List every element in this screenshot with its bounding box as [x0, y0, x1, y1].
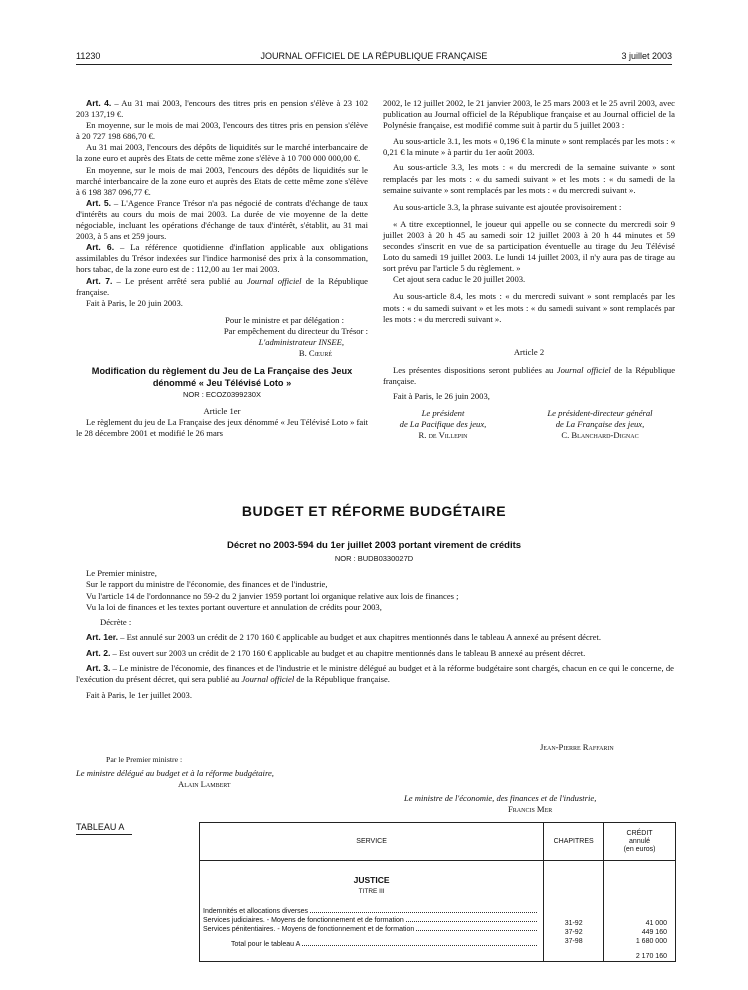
minister-economy-title: Le ministre de l'économie, des finances et de l'industrie,	[404, 793, 597, 803]
moyenne2-paragraph: En moyenne, sur le mois de mai 2003, l'encours des dépôts de liquidités sur le marché interbancaire de la zone euro et auprès des Etats de cette même zone s'élève à 6 198 387 096,77 €.	[76, 164, 368, 197]
art4-label: Art. 4.	[86, 98, 112, 108]
decree-art3-text-b: de la République française.	[294, 674, 390, 685]
chapitre-list	[544, 919, 603, 946]
decree-line-1: Le Premier ministre,	[86, 568, 157, 578]
sig-b-title: Le président-directeur général	[547, 408, 653, 419]
decree-art3-label: Art. 3.	[86, 663, 111, 674]
31mai-paragraph: Au 31 mai 2003, l'encours des dépôts de liquidités sur le marché interbancaire de la zone euro et auprès des Etats de cette même zone s'élève à 10 700 000 000,00 €.	[76, 142, 368, 164]
art4-paragraph	[76, 98, 368, 120]
decree-line-3: Vu l'article 14 de l'ordonnance no 59-2 du 2 janvier 1959 portant loi organique relative aux lois de finances ;	[86, 590, 459, 601]
fait-left: Fait à Paris, le 20 juin 2003.	[86, 297, 183, 308]
subarticle-33b: Au sous-article 3.3, la phrase suivante est ajoutée provisoirement :	[393, 201, 622, 212]
art7-text-a: – Le présent arrêté sera publié au	[112, 275, 247, 286]
quote-paragraph: « A titre exceptionnel, le joueur qui appelle ou se connecte du mercredi soir 9 juillet 2003 à 20 h 45 au samedi soir 12 juillet 2003 à 20 h 44 minutes et 59 secondes s'inscrit en vue de sa participation éventuelle au tirage du Jeu Télévisé Loto du samedi 19 juillet 2003. Le lundi 14 juillet 2003, il n'y aura pas de tirage au sort prévu par l'article 5 du règlement. »	[383, 218, 675, 274]
credit-header-1: CRÉDIT	[626, 829, 653, 837]
sig-name: B. Cœuré	[298, 348, 332, 359]
minister-economy-name: Francis Mer	[508, 804, 553, 814]
right-column	[383, 98, 675, 441]
decree-art3-text-a: – Le ministre de l'économie, des finances et de l'industrie et le ministre délégué au budget et à la réforme budgétaire sont chargés, chacun en ce qui le concerne, de l'exécution du présent décret, qui sera publié au	[76, 663, 674, 685]
table-header-row	[200, 823, 676, 861]
decree-art1	[76, 632, 674, 643]
sig-a-name: R. de Villepin	[418, 430, 468, 441]
decree-art2-label: Art. 2.	[86, 647, 111, 658]
par-premier-ministre: Par le Premier ministre :	[106, 755, 183, 764]
signature-b	[525, 408, 675, 441]
credit-header-2: annulé	[629, 837, 651, 845]
sig-line-2: Par empêchement du directeur du Trésor :	[223, 325, 368, 336]
sig-line-1: Pour le ministre et par délégation :	[225, 314, 344, 325]
section-title: BUDGET ET RÉFORME BUDGÉTAIRE	[241, 503, 507, 519]
journal-title: JOURNAL OFFICIEL DE LA RÉPUBLIQUE FRANÇAISE	[260, 51, 488, 61]
row-service: Services judiciaires. - Moyens de fonctionnement et de formation	[203, 917, 404, 924]
col-header-credit	[604, 823, 676, 861]
decrete: Décrète :	[100, 617, 132, 628]
decree-line-2: Sur le rapport du ministre de l'économie, des finances et de l'industrie,	[86, 579, 328, 590]
art6-paragraph	[76, 242, 368, 275]
pub-text-b: de la République française.	[383, 364, 676, 386]
pub-text-a: Les présentes dispositions seront publiées au	[393, 364, 557, 375]
art7-text-b: de la République française.	[76, 275, 368, 297]
service-list	[200, 907, 543, 949]
subgroup-titre: TITRE III	[358, 888, 385, 895]
total-label: Total pour le tableau A	[231, 941, 301, 948]
art6-label: Art. 6.	[86, 242, 115, 253]
table-body-row	[200, 861, 676, 962]
row-chapitre: 31-92	[564, 920, 583, 927]
decree-line-4: Vu la loi de finances et les textes portant ouverture et annulation de crédits pour 2003,	[86, 601, 382, 612]
table-row	[203, 907, 539, 916]
decree-fait: Fait à Paris, le 1er juillet 2003.	[86, 689, 192, 700]
row-credit: 1 680 000	[635, 938, 667, 945]
credit-header-3: (en euros)	[623, 845, 656, 853]
art5-label: Art. 5.	[86, 197, 112, 208]
row-credit: 449 160	[641, 929, 667, 936]
credit-cell	[604, 861, 676, 962]
loto-nor: NOR : ECOZ0399230X	[183, 390, 261, 400]
chapitres-cell	[544, 861, 604, 962]
decree-art2-text: – Est ouvert sur 2003 un crédit de 2 170 160 € applicable au budget et au chapitre mentionnés dans le tableau B annexé au présent décret.	[110, 647, 586, 658]
total-credit: 2 170 160	[635, 953, 667, 960]
minister-budget-title: Le ministre délégué au budget et à la réforme budgétaire,	[76, 768, 274, 778]
table-label: TABLEAU A	[76, 822, 125, 832]
subarticle-33: Au sous-article 3.3, les mots : « du mercredi de la semaine suivante » sont remplacés par les mots : « du samedi suivant » et les mots : « du samedi de la semaine suivante » sont remplacés par les mots : « du mercredi suivant ».	[383, 162, 675, 195]
leader-dots	[406, 916, 537, 922]
article-2-heading: Article 2	[513, 346, 545, 357]
table-row	[203, 925, 539, 934]
continuation-paragraph: 2002, le 12 juillet 2002, le 21 janvier 2003, le 25 mars 2003 et le 25 avril 2003, avec publication au Journal officiel de la République française et au Journal officiel de la Polynésie française, est modifié comme suit à partir du 5 juillet 2003 :	[383, 98, 675, 131]
subarticle-31: Au sous-article 3.1, les mots « 0,196 € la minute » sont remplacés par les mots : « 0,21 € la minute » à partir du 1er août 2003.	[383, 136, 675, 158]
loto-heading: Modification du règlement du Jeu de La Française des Jeux dénommé « Jeu Télévisé Loto »	[91, 366, 353, 388]
art5-text: – L'Agence France Trésor n'a pas négocié de contrats d'échange de taux d'intérêts au cours du mois de mai 2003. La durée de vie moyenne de la dette négociable, incluant les opérations d'échange de taux d'intérêt, s'établit, au 31 mai 2003, à 5 ans et 259 jours.	[76, 197, 368, 242]
signer-raffarin: Jean-Pierre Raffarin	[540, 742, 614, 752]
subarticle-84: Au sous-article 8.4, les mots : « du mercredi suivant » sont remplacés par les mots : « du samedi suivant » et les mots : « du samedi suivant » sont remplacés par les mots : « du mercredi suivant ».	[383, 291, 675, 324]
table-label-rule	[76, 834, 132, 835]
row-service: Indemnités et allocations diverses	[203, 908, 309, 915]
signatures-row	[383, 408, 675, 441]
fait-right: Fait à Paris, le 26 juin 2003,	[393, 390, 490, 401]
sig-a-org: de La Pacifique des jeux,	[399, 419, 487, 430]
decree-title: Décret no 2003-594 du 1er juillet 2003 portant virement de crédits	[226, 540, 522, 551]
tableau-a	[199, 822, 676, 962]
decree-body	[76, 568, 674, 701]
art7-paragraph	[76, 276, 368, 298]
art5-paragraph	[76, 198, 368, 242]
service-cell	[200, 861, 544, 962]
issue-date: 3 juillet 2003	[621, 51, 672, 61]
art6-text: – La référence quotidienne d'inflation applicable aux obligations assimilables du Trésor indexées sur l'indice harmonisé des prix à la consommation, hors tabac, de la zone euro est de : 112,00 au 1er mai 2003.	[76, 242, 369, 275]
row-credit: 41 000	[645, 920, 667, 927]
leader-dots	[302, 940, 537, 946]
left-column	[76, 98, 368, 440]
decree-art3	[76, 663, 674, 686]
row-chapitre: 37-92	[564, 929, 583, 936]
col-header-chapitres: CHAPITRES	[544, 823, 604, 861]
article-1-heading: Article 1er	[203, 406, 241, 417]
total-row	[203, 940, 539, 949]
leader-dots	[416, 925, 537, 931]
header-rule	[76, 64, 672, 65]
table-row	[203, 916, 539, 925]
decree-art3-journal: Journal officiel	[241, 674, 295, 685]
row-service: Services pénitentiaires. - Moyens de fonctionnement et de formation	[203, 926, 415, 933]
decree-art1-text: – Est annulé sur 2003 un crédit de 2 170 160 € applicable au budget et aux chapitres mentionnés dans le tableau A annexé au présent décret.	[118, 632, 602, 643]
leader-dots	[310, 907, 537, 913]
decree-art1-label: Art. 1er.	[86, 632, 119, 643]
sig-line-3: L'administrateur INSEE,	[258, 336, 344, 347]
group-justice: JUSTICE	[353, 875, 390, 885]
sig-a-title: Le président	[421, 408, 465, 419]
art7-label: Art. 7.	[86, 275, 113, 286]
decree-nor: NOR : BUDB0330027D	[334, 554, 414, 563]
art4-text: – Au 31 mai 2003, l'encours des titres pris en pension s'élève à 23 102 203 137,19 €.	[76, 98, 368, 120]
art7-journal: Journal officiel	[246, 275, 302, 286]
publication-paragraph	[383, 365, 675, 387]
sig-b-name: C. Blanchard-Dignac	[561, 430, 639, 441]
minister-budget-name: Alain Lambert	[178, 779, 231, 789]
credit-list	[604, 919, 667, 961]
article-1-text: Le règlement du jeu de La Française des jeux dénommé « Jeu Télévisé Loto » fait le 28 décembre 2001 et modifié le 26 mars	[76, 417, 368, 439]
sig-b-org: de La Française des jeux,	[555, 419, 645, 430]
decree-art2	[76, 648, 674, 659]
pub-journal: Journal officiel	[556, 364, 611, 375]
caduc-paragraph: Cet ajout sera caduc le 20 juillet 2003.	[393, 274, 526, 285]
page-number: 11230	[76, 51, 101, 61]
signature-a	[383, 408, 503, 441]
col-header-service: SERVICE	[200, 823, 544, 861]
row-chapitre: 37-98	[564, 938, 583, 945]
moyenne1-paragraph: En moyenne, sur le mois de mai 2003, l'encours des titres pris en pension s'élève à 20 727 198 686,70 €.	[76, 120, 368, 142]
